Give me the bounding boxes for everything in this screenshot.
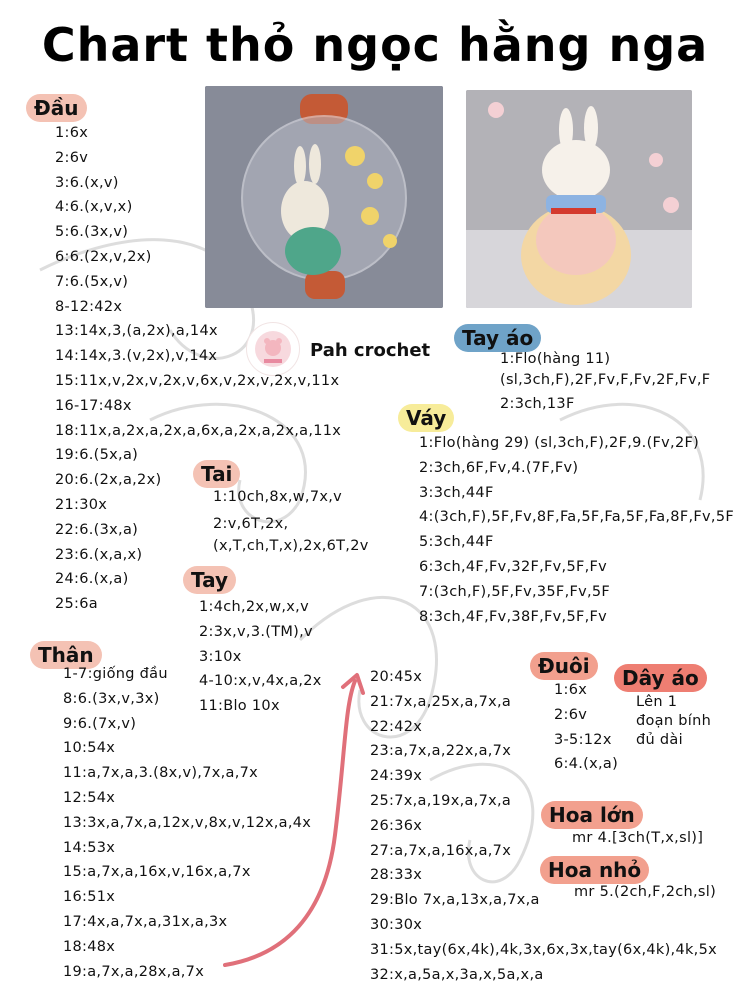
row: 13:3x,a,7x,a,12x,v,8x,v,12x,a,4x [63,814,312,831]
row: 13:14x,3,(a,2x),a,14x [55,323,218,340]
section-hoa-lon-rows [572,826,703,851]
row: 2:v,6T,2x, [213,516,289,532]
row: 14:14x,3.(v,2x),v,14x [55,348,218,365]
row: 26:36x [370,817,423,834]
row: 1-7:giống đầu [63,666,168,682]
row: 2:6v [55,149,89,166]
page-title: Chart thỏ ngọc hằng nga [41,18,709,72]
row: 1:4ch,2x,w,x,v [199,599,309,615]
row: 16-17:48x [55,397,132,414]
section-header-hoa-lon: Hoa lớn [541,801,643,829]
row: 5:6.(3x,v) [55,224,129,241]
row: 22:6.(3x,a) [55,521,139,538]
row: 19:a,7x,a,28x,a,7x [63,963,205,980]
row: 5:3ch,44F [419,534,494,551]
section-header-tay: Tay [183,566,236,594]
row: 8-12:42x [55,298,123,315]
row: mr 4.[3ch(T,x,sl)] [572,830,704,846]
section-tay-ao-rows [500,349,710,415]
row: 15:a,7x,a,16x,v,16x,a,7x [63,864,251,881]
row: 7:6.(5x,v) [55,273,129,290]
row: 2:3ch,13F [500,396,575,412]
row: 24:39x [370,768,423,785]
row: 11:a,7x,a,3.(8x,v),7x,a,7x [63,765,259,782]
row: 32:x,a,5a,x,3a,x,5a,x,a [370,966,544,983]
row: 7:(3ch,F),5F,Fv,35F,Fv,5F [419,583,611,600]
row: 9:6.(7x,v) [63,715,137,732]
row: đoạn bính [636,713,712,729]
row: 25:6a [55,596,98,613]
row: 1:6x [554,682,588,698]
row: 2:3ch,6F,Fv,4.(7F,Fv) [419,459,579,476]
row: 16:51x [63,889,116,906]
row: 12:54x [63,789,116,806]
section-header-day-ao: Dây áo [614,664,707,692]
row: 3:10x [199,648,242,665]
row: 25:7x,a,19x,a,7x,a [370,792,512,809]
row: 15:11x,v,2x,v,2x,v,6x,v,2x,v,2x,v,11x [55,372,340,389]
row: 1:Flo(hàng 29) (sl,3ch,F),2F,9.(Fv,2F) [419,435,700,451]
row: 24:6.(x,a) [55,571,129,588]
photo-dress-rabbit [466,90,692,308]
continuation-arrow-icon [215,665,375,975]
row: Lên 1 [636,694,678,710]
row: 11:Blo 10x [199,698,280,715]
section-header-hoa-nho: Hoa nhỏ [540,856,649,884]
section-header-dau: Đầu [26,94,87,122]
row: 20:6.(2x,a,2x) [55,472,162,489]
row: 1:Flo(hàng 11) [500,351,611,367]
row: 18:11x,a,2x,a,2x,a,6x,a,2x,a,2x,a,11x [55,422,342,439]
row: 1:6x [55,125,89,141]
row: 2:6v [554,706,588,723]
row: 3:3ch,44F [419,484,494,501]
section-duoi-rows [554,678,618,777]
row: (sl,3ch,F),2F,Fv,F,Fv,2F,Fv,F [500,372,711,388]
row: 8:6.(3x,v,3x) [63,690,160,707]
row: 3:6.(x,v) [55,174,119,191]
row: 8:3ch,4F,Fv,38F,Fv,5F,Fv [419,608,608,625]
row: 28:33x [370,867,423,884]
row: 30:30x [370,916,423,933]
row: 6:3ch,4F,Fv,32F,Fv,5F,Fv [419,558,608,575]
section-header-than: Thân [30,641,102,669]
section-day-ao-rows [636,693,711,750]
section-vay-rows [419,431,734,629]
row: 31:5x,tay(6x,4k),4k,3x,6x,3x,tay(6x,4k),4k,5x [370,941,717,958]
row: 22:42x [370,718,423,735]
row: 27:a,7x,a,16x,a,7x [370,842,512,859]
section-hoa-nho-rows [574,880,716,905]
section-header-tai: Tai [193,460,240,488]
row: 1:10ch,8x,w,7x,v [213,489,343,505]
row: 23:a,7x,a,22x,a,7x [370,743,512,760]
row: 3-5:12x [554,731,612,748]
row: 21:30x [55,496,108,513]
section-header-vay: Váy [398,404,454,432]
section-tai-rows [213,486,369,557]
section-header-tay-ao: Tay áo [454,324,541,352]
row: 18:48x [63,938,116,955]
row: 23:6.(x,a,x) [55,546,143,563]
row: 2:3x,v,3.(TM),v [199,623,313,640]
row: 29:Blo 7x,a,13x,a,7x,a [370,892,540,909]
row: 10:54x [63,740,116,757]
row: 4:6.(x,v,x) [55,199,133,216]
row: 4:(3ch,F),5F,Fv,8F,Fa,5F,Fa,5F,Fa,8F,Fv,5F [419,509,734,526]
brand-name: Pah crochet [310,340,431,361]
row: đủ dài [636,732,683,748]
row: 6:6.(2x,v,2x) [55,248,152,265]
row: (x,T,ch,T,x),2x,6T,2v [213,538,369,554]
row: 20:45x [370,669,423,685]
row: 21:7x,a,25x,a,7x,a [370,693,512,710]
row: 6:4.(x,a) [554,756,619,773]
row: 17:4x,a,7x,a,31x,a,3x [63,913,228,930]
row: 14:53x [63,839,116,856]
row: 4-10:x,v,4x,a,2x [199,673,322,690]
row: 19:6.(5x,a) [55,447,139,464]
row: mr 5.(2ch,F,2ch,sl) [574,884,717,900]
section-header-duoi: Đuôi [530,652,598,680]
